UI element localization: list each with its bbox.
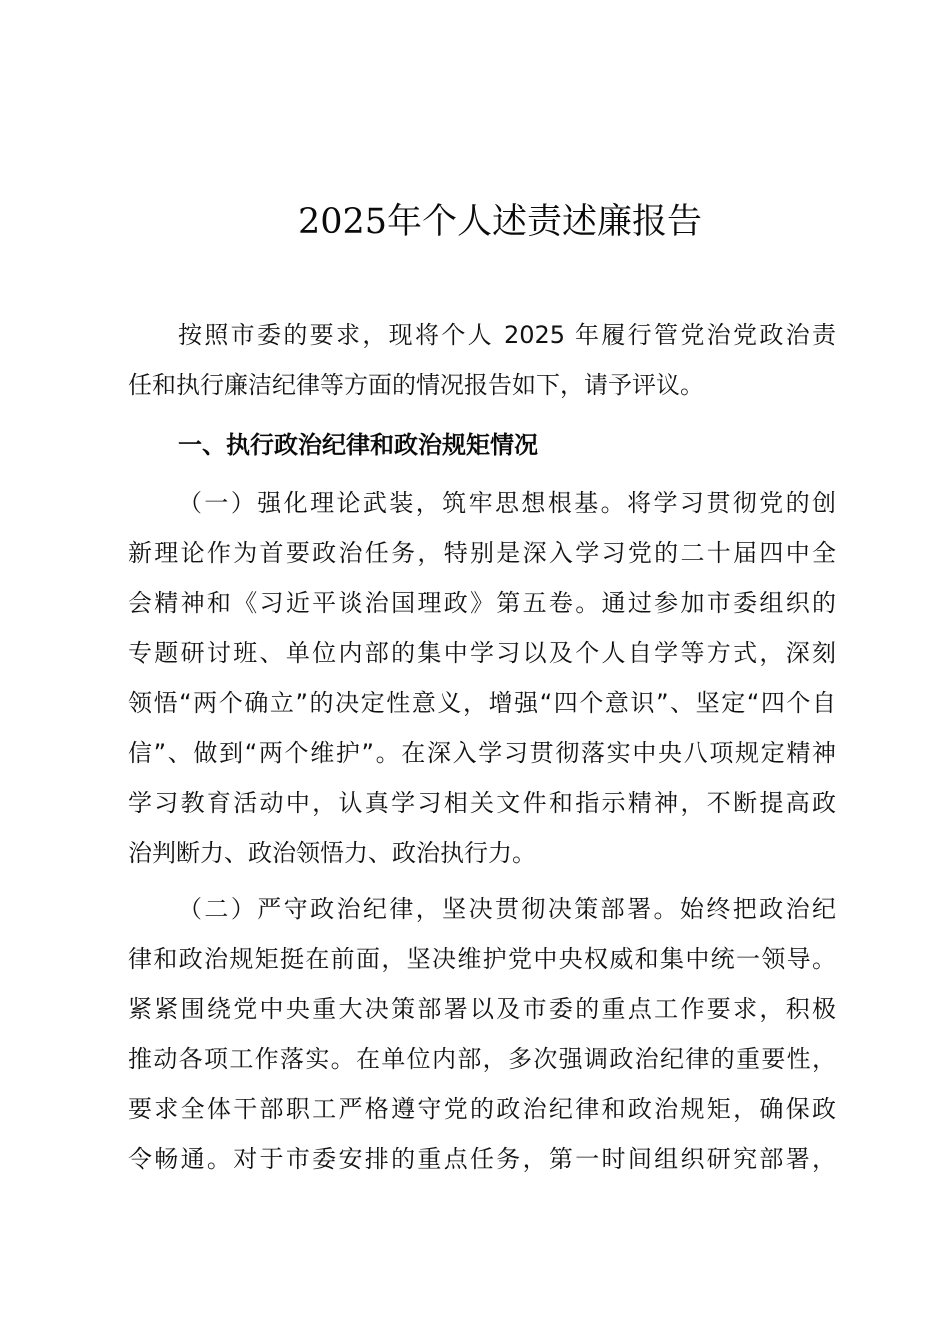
para1-line-2: 新理论作为首要政治任务，特别是深入学习党的二十届四中全 — [128, 539, 836, 567]
para2-line-2: 律和政治规矩挺在前面，坚决维护党中央权威和集中统一领导。 — [128, 945, 836, 973]
para2-line-6: 令畅通。对于市委安排的重点任务，第一时间组织研究部署， — [128, 1145, 836, 1173]
paragraph-1 — [128, 478, 836, 878]
para1-line-7: 学习教育活动中，认真学习相关文件和指示精神，不断提高政 — [128, 789, 836, 817]
paragraph-2 — [128, 884, 836, 1184]
para2-line-4: 推动各项工作落实。在单位内部，多次强调政治纪律的重要性， — [128, 1045, 836, 1073]
section-heading-1: 一、执行政治纪律和政治规矩情况 — [178, 431, 538, 459]
para1-line-5: 领悟“两个确立”的决定性意义，增强“四个意识”、坚定“四个自 — [128, 689, 836, 717]
para1-line-1: （一）强化理论武装，筑牢思想根基。将学习贯彻党的创 — [178, 489, 836, 517]
para2-line-3: 紧紧围绕党中央重大决策部署以及市委的重点工作要求，积极 — [128, 995, 836, 1023]
para1-line-3: 会精神和《习近平谈治国理政》第五卷。通过参加市委组织的 — [128, 589, 836, 617]
document-title: 2025年个人述责述廉报告 — [297, 202, 703, 242]
para1-line-6: 信”、做到“两个维护”。在深入学习贯彻落实中央八项规定精神 — [128, 739, 836, 767]
intro-line-1: 按照市委的要求，现将个人 2025 年履行管党治党政治责 — [178, 321, 836, 349]
intro-paragraph — [128, 310, 836, 410]
para1-line-8: 治判断力、政治领悟力、政治执行力。 — [128, 839, 536, 867]
para2-line-5: 要求全体干部职工严格遵守党的政治纪律和政治规矩，确保政 — [128, 1095, 836, 1123]
para1-line-4: 专题研讨班、单位内部的集中学习以及个人自学等方式，深刻 — [128, 639, 836, 667]
para2-line-1: （二）严守政治纪律，坚决贯彻决策部署。始终把政治纪 — [178, 895, 836, 923]
intro-line-2: 任和执行廉洁纪律等方面的情况报告如下，请予评议。 — [128, 371, 704, 399]
